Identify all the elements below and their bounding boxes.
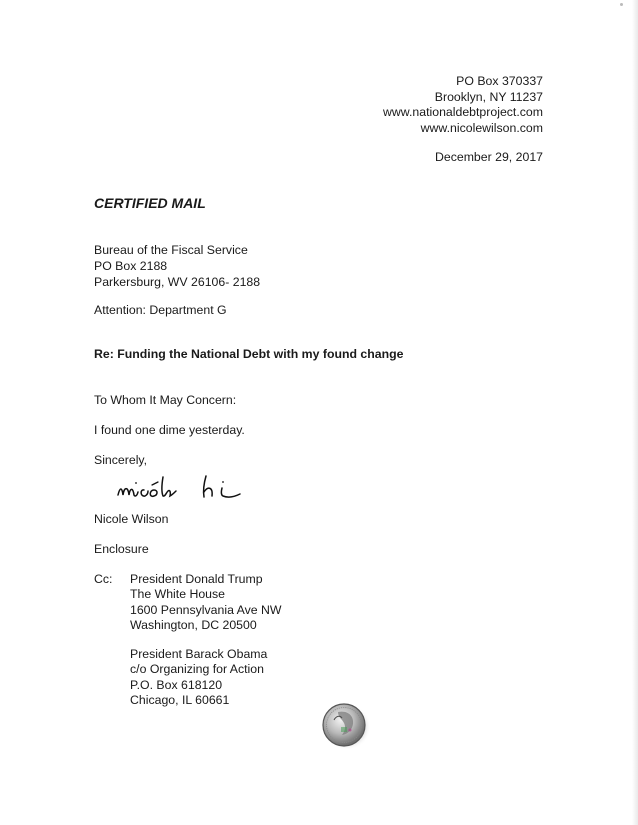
cc-recipient-2 [130, 647, 267, 708]
closing: Sincerely, [94, 453, 148, 467]
enclosure-note: Enclosure [94, 542, 149, 556]
cc-recipient-city: Washington, DC 20500 [130, 617, 257, 632]
mail-type-heading: CERTIFIED MAIL [94, 195, 206, 211]
cc-recipient-1 [130, 572, 282, 633]
signer-name: Nicole Wilson [94, 512, 169, 526]
handwritten-signature [114, 469, 254, 505]
cc-recipient-name: President Donald Trump [130, 572, 263, 586]
cc-recipient-name: President Barack Obama [130, 647, 268, 661]
sender-website-1: www.nationaldebtproject.com [383, 105, 543, 119]
cc-recipient-street: 1600 Pennsylvania Ave NW [130, 602, 282, 617]
subject-line: Re: Funding the National Debt with my found change [94, 347, 404, 361]
cc-recipient-org: c/o Organizing for Action [130, 662, 264, 677]
scan-speck [620, 3, 623, 6]
cc-recipient-street: P.O. Box 618120 [130, 677, 223, 692]
letter-body: I found one dime yesterday. [94, 423, 245, 437]
sender-website-2: www.nicolewilson.com [420, 120, 543, 135]
sender-address [383, 74, 543, 136]
recipient-city: Parkersburg, WV 26106- 2188 [94, 275, 261, 289]
attention-line: Attention: Department G [94, 303, 227, 317]
cc-label: Cc: [94, 572, 113, 586]
dime-coin-icon [320, 700, 370, 750]
scan-edge-shadow [632, 0, 638, 825]
sender-city: Brooklyn, NY 11237 [434, 89, 543, 104]
recipient-address [94, 242, 260, 290]
recipient-po-box: PO Box 2188 [94, 259, 168, 273]
salutation: To Whom It May Concern: [94, 393, 237, 407]
recipient-name: Bureau of the Fiscal Service [94, 243, 248, 257]
sender-po-box: PO Box 370337 [456, 74, 543, 88]
cc-recipient-city: Chicago, IL 60661 [130, 692, 230, 707]
cc-recipient-org: The White House [130, 587, 226, 602]
letter-date: December 29, 2017 [434, 150, 543, 164]
